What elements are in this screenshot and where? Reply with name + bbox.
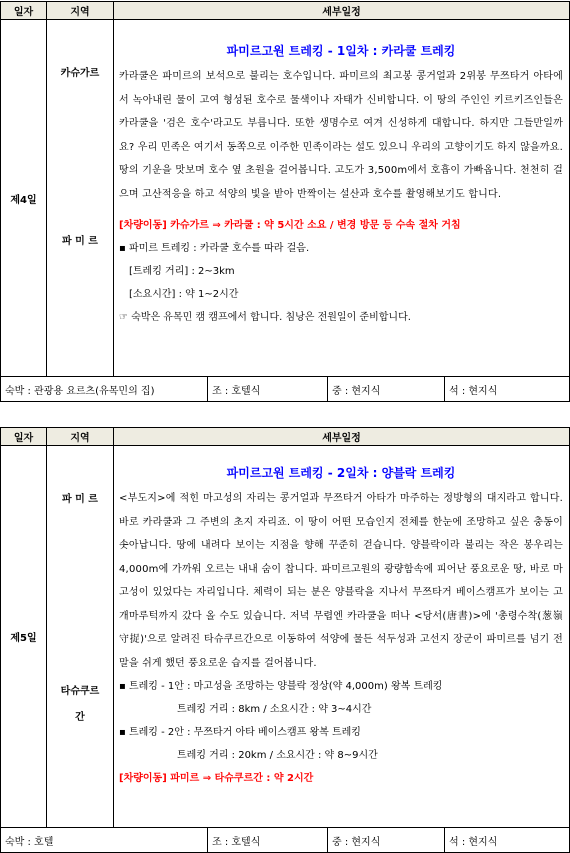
day5-lunch: 중 : 현지식	[328, 828, 445, 853]
day4-detail-cell	[114, 20, 570, 377]
day5-header-row	[1, 428, 570, 446]
day5-dinner: 석 : 현지식	[445, 828, 570, 853]
day5-trek-option-2: ▪ 트레킹 - 2안 : 무쯔타거 아타 베이스캠프 왕복 트레킹	[119, 727, 361, 738]
day4-day-label: 제4일	[1, 20, 47, 377]
day5-trek-option-1-detail: 트레킹 거리 : 8km / 소요시간 : 약 3~4시간	[177, 704, 372, 715]
day4-description: 카라쿨은 파미르의 보석으로 불리는 호수입니다. 파미르의 최고봉 콩거얼과 2위봉 무쯔타거 아타에서 녹아내린 물이 고여 형성된 호수로 물색이나 자태가 신비합니다. 이 땅의 주인인 키르키즈인들은 카라쿨을 '검은 호수'라고도 부릅니다. 또한 생명수로 여겨 신성하게 대합니다. 하지만 그들만일까요? 우리 민족은 여기서 동쪽으로 이주한 민족이라는 설도 있으니 우리의 고향이기도 하지 않을까요. 땅의 기운을 맛보며 호수 옆 초원을 걸어봅니다. 고도가 3,500m에서 호흡이 가빠옵니다. 천천히 걸으며 고산적응을 하고 석양의 빛을 받아 반짝이는 설산과 호수를 촬영해보기도 합니다.	[119, 71, 564, 200]
day5-lodging: 숙박 : 호텔	[1, 828, 208, 853]
region-header: 지역	[47, 2, 114, 20]
day4-lodging-note: ☞ 숙박은 유목민 캠 캠프에서 합니다. 침낭은 전원일이 준비합니다.	[119, 312, 411, 323]
day4-footer-row	[1, 377, 570, 402]
date-header: 일자	[1, 428, 47, 446]
day4-region-start: 카슈가르	[60, 68, 100, 79]
date-header: 일자	[1, 2, 47, 20]
schedule-header: 세부일정	[114, 428, 570, 446]
day5-transfer: [차량이동] 파미르 ⇒ 타슈쿠르간 : 약 2시간	[119, 773, 314, 784]
day5-title: 파미르고원 트레킹 - 2일차 : 양블락 트레킹	[226, 466, 456, 480]
day5-body-row	[1, 446, 570, 828]
day5-trek-option-2-detail: 트레킹 거리 : 20km / 소요시간 : 약 8~9시간	[177, 750, 378, 761]
region-header: 지역	[47, 428, 114, 446]
day4-region-end: 파 미 르	[62, 236, 98, 247]
day5-schedule-table	[0, 427, 570, 853]
day4-lunch: 중 : 현지식	[328, 377, 445, 402]
day4-title: 파미르고원 트레킹 - 1일차 : 카라쿨 트레킹	[226, 44, 456, 58]
day5-region-end-2: 간	[75, 712, 85, 723]
day4-trek-bullet: ▪ 파미르 트레킹 : 카라쿨 호수를 따라 걸음.	[119, 243, 310, 254]
day4-trek-distance: [트레킹 거리] : 2~3km	[129, 266, 235, 277]
day5-trek-option-1: ▪ 트레킹 - 1안 : 마고성을 조망하는 양블락 정상(약 4,000m) 왕복 트레킹	[119, 681, 443, 692]
day5-description: <부도지>에 적힌 마고성의 자리는 콩거얼과 무쯔타거 아타가 마주하는 정방형의 대지라고 합니다. 바로 카라쿨과 그 주변의 초지 자리죠. 이 땅이 어떤 모습인지 전체를 한눈에 조망하고 싶은 충동이 솟아납니다. 땅에 내려다 보이는 지점을 향해 꾸준히 걷습니다. 양블락이라 불리는 작은 봉우리는 4,000m에 가까워 오르는 내내 숨이 찹니다. 파미르고원의 광량함속에 피어난 풍요로운 땅, 바로 마고성이 있었다는 자리입니다. 체력이 되는 분은 양블락을 지나서 무쯔타거 베이스캠프가 보이는 고개마루턱까지 갔다 올 수도 있습니다. 저녁 무렵엔 카라쿨을 떠나 <당서(唐書)>에 '총령수착(葱嶺守捉)'으로 알려진 타슈쿠르간으로 이동하여 석양에 물든 석두성과 고선지 장군이 파미르를 넘기 전 말을 쉬게 했던 풍요로운 습지를 걸어봅니다.	[119, 493, 564, 669]
day4-region-cell	[47, 20, 114, 377]
day4-trek-time: [소요시간] : 약 1~2시간	[129, 289, 239, 300]
day4-transfer: [차량이동] 카슈가르 ⇒ 카라쿨 : 약 5시간 소요 / 변경 방문 등 수속 절차 거침	[119, 220, 461, 231]
day5-region-cell	[47, 446, 114, 828]
day4-lodging: 숙박 : 관광용 요르츠(유목민의 집)	[1, 377, 208, 402]
day5-breakfast: 조 : 호텔식	[208, 828, 328, 853]
day4-breakfast: 조 : 호텔식	[208, 377, 328, 402]
day4-body-row	[1, 20, 570, 377]
day4-schedule-table	[0, 1, 570, 402]
day5-region-start: 파 미 르	[62, 494, 98, 505]
day5-detail-cell	[114, 446, 570, 828]
day4-header-row	[1, 2, 570, 20]
schedule-header: 세부일정	[114, 2, 570, 20]
day5-region-end-1: 타슈쿠르	[60, 686, 100, 697]
day4-dinner: 석 : 현지식	[445, 377, 570, 402]
day5-day-label: 제5일	[1, 446, 47, 828]
day5-footer-row	[1, 828, 570, 853]
